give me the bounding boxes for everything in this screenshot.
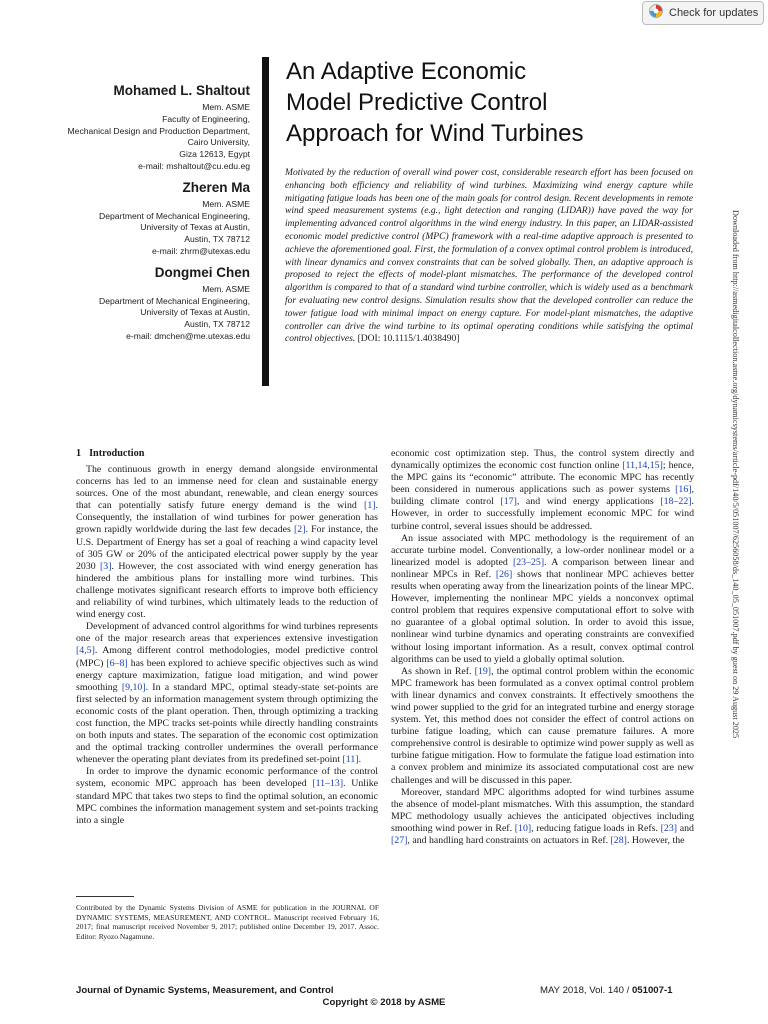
author-2 <box>40 179 250 258</box>
abstract <box>285 167 693 346</box>
title-rule <box>262 57 269 386</box>
author-membership: Mem. ASME <box>202 198 250 209</box>
download-notice: Downloaded from http://asmedigitalcollection.asme.org/dynamicsystems/article-pdf/140/5/051007/6256058/ds_140_05_051007.pdf by guest on 29 August 2025 <box>731 210 740 739</box>
check-for-updates-label: Check for updates <box>669 7 759 19</box>
body-text: . However, in order to successfully implement economic MPC for wind turbine control, several issues should be addressed. <box>391 496 694 532</box>
citation-link[interactable]: [16] <box>675 484 692 496</box>
body-text: . Consequently, the installation of wind turbines for power generation has grown rapidly worldwide during the last few decades <box>76 500 378 536</box>
body-text: An issue associated with MPC methodology is the requirement of an accurate turbine model. Conventionally, a low-order nonlinear model or a linearized model is adopted <box>391 532 694 568</box>
issue-info <box>540 985 672 996</box>
citation-link[interactable]: [11] <box>342 754 359 766</box>
citation-link[interactable]: [11–13] <box>312 778 344 790</box>
body-paragraph <box>391 666 694 787</box>
page-number: 051007-1 <box>631 985 673 996</box>
body-text: , and handling hard constraints on actuators in Ref. <box>407 835 611 846</box>
author-affiliation: Mechanical Design and Production Department, <box>67 125 250 136</box>
title-line: Approach for Wind Turbines <box>286 120 584 147</box>
body-text: . However, the cost associated with wind energy generation has hindered the ambitious plans for installing more wind turbines. This challenge motivates significant research efforts to improve both efficiency and reliability of wind turbines, which ultimately leads to the reduction of wind energy cost. <box>76 560 378 621</box>
copyright: Copyright © 2018 by ASME <box>322 997 446 1008</box>
citation-link[interactable]: [28] <box>610 835 627 846</box>
author-1 <box>40 82 250 173</box>
body-text: and <box>677 822 694 834</box>
author-address: Austin, TX 78712 <box>184 319 250 330</box>
citation-link[interactable]: [3] <box>100 560 112 572</box>
body-text: Moreover, standard MPC algorithms adopted for wind turbines assume the absence of model-plant mismatches. With this assumption, the standard MPC methodology usually achieves the anticipated objectives including smoothing wind power in Ref. <box>391 786 694 834</box>
separator: / <box>626 985 630 996</box>
issue-date: MAY 2018, Vol. 140 <box>540 985 624 996</box>
author-name: Mohamed L. Shaltout <box>113 83 250 98</box>
body-text: . In a standard MPC, optimal steady-state set-points are first selected by an information management system through optimizing the economic costs of the plant operation. Then, through optimizing a tracking cost function, the MPC tracks set-points while directly handling constraints on both inputs and states. The separation of the economic cost optimization and the optimal tracking controller undermines the overall performance whenever the operating plant deviates from its predefined set-point <box>76 681 378 766</box>
citation-link[interactable]: [27] <box>391 835 408 846</box>
body-text: In order to improve the dynamic economic performance of the control system, economic MPC approach has been developed <box>76 766 378 790</box>
body-paragraph <box>76 621 378 766</box>
author-affiliation: Faculty of Engineering, <box>162 113 250 124</box>
section-title: Introduction <box>89 448 145 459</box>
body-text: . A comparison between linear and nonlinear MPCs in Ref. <box>391 556 694 580</box>
body-text: economic cost optimization step. Thus, the control system directly and dynamically optimizes the economic cost function online <box>391 448 694 472</box>
section-heading <box>76 448 378 460</box>
body-text: . However, the <box>626 835 685 846</box>
body-text: shows that nonlinear MPC achieves better results when operating away from the linearization points of the linear MPC. However, implementing the nonlinear MPC yields a nonconvex optimal control problem that requires expensive computational effort to solve with no guarantee of a global optimal solution. In order to avoid this issue, nonlinear wind turbine dynamics and operating constraints are convexified without losing important information. As a result, convex optimal control algorithms can be used to yield a globally optimal solution. <box>391 568 694 665</box>
author-name: Dongmei Chen <box>154 264 250 280</box>
footnote: Contributed by the Dynamic Systems Division of ASME for publication in the JOURNAL OF DYNAMIC SYSTEMS, MEASUREMENT, AND CONTROL. Manuscript received February 16, 2017; final manuscript received November 9, 2017; published online December 19, 2017. Assoc. Editor: Ryozo Nagamune. <box>76 903 379 941</box>
body-text: , the optimal control problem within the economic MPC framework has been formulated as a convex optimal control problem with linear dynamics and convex constraints. It effectively smoothens the wind power supplied to the grid for an integrated turbine and energy storage system. Yet, this method does not consider the effect of control actions on turbine fatigue loading, which can cause premature failures. A more comprehensive control is desirable to optimize wind power supply as well as turbine fatigue mitigation. How to formulate the fatigue load estimation into a convex problem and minimize its associated computational cost are new challenges and will be discussed in this paper. <box>391 665 694 786</box>
citation-link[interactable]: [26] <box>495 568 513 580</box>
body-text: ; hence, the MPC gains its “economic” attribute. The economic MPC has recently been considered in numerous applications such as power systems <box>391 460 695 496</box>
journal-name: Journal of Dynamic Systems, Measurement, and Control <box>76 985 334 996</box>
check-for-updates-button[interactable] <box>642 1 764 25</box>
author-membership: Mem. ASME <box>202 102 250 112</box>
abstract-text: Motivated by the reduction of overall wind power cost, considerable research effort has been focused on enhancing both efficiency and reliability of wind turbines. Maximizing wind energy capture while mitigating fatigue loads has been one of the main goals for control design. Recent developments in remote wind speed measurement systems (e.g., light detection and ranging (LIDAR)) have paved the way for implementing advanced control algorithms in the wind energy industry. In this paper, an LIDAR-assisted economic model predictive control (MPC) framework with a real-time adaptive approach is presented to achieve the aforementioned goal. First, the formulation of a convex optimal control problem is introduced, with linear dynamics and convex constraints that can be solved globally. Then, an adaptive approach is proposed to reject the effects of model-plant mismatches. The performance of the developed control algorithm is compared to that of a standard wind turbine controller, which is widely used as a benchmark for evaluating new control designs. Simulation results show that the developed controller can reduce the tower fatigue load with minimal impact on energy capture. For model-plant mismatches, the adaptive controller can drive the wind turbine to its optimal operating conditions while satisfying the optimal control objectives. <box>285 167 693 345</box>
author-3 <box>40 264 250 343</box>
body-text: As shown in Ref. <box>401 665 475 677</box>
citation-link[interactable]: [23] <box>660 822 678 834</box>
author-email[interactable]: e-mail: dmchen@me.utexas.edu <box>126 330 250 341</box>
paper-title <box>286 56 726 149</box>
body-text: . <box>358 754 362 766</box>
citation-link[interactable]: [17] <box>500 496 517 508</box>
citation-link[interactable]: [9,10] <box>121 681 146 693</box>
body-paragraph <box>391 533 694 666</box>
crossmark-icon <box>649 4 663 23</box>
body-text: , building climate control <box>391 484 694 508</box>
body-text: The continuous growth in energy demand alongside environmental concerns has led to an immense need for clean and sustainable energy sources. One of the most abundant, renewable, and clean energy sources that can potentially satisfy future energy demand is the wind <box>76 464 378 512</box>
body-paragraph <box>76 464 378 621</box>
title-line: An Adaptive Economic <box>286 58 527 85</box>
citation-link[interactable]: [23–25] <box>512 556 545 568</box>
body-column-left <box>76 448 378 827</box>
author-affiliation: Department of Mechanical Engineering, <box>99 210 250 221</box>
author-address: Austin, TX 78712 <box>184 234 250 245</box>
body-column-right <box>391 448 694 847</box>
author-affiliation: Cairo University, <box>187 137 250 148</box>
citation-link[interactable]: [18–22] <box>660 496 692 508</box>
citation-link[interactable]: [19] <box>474 665 492 677</box>
section-number: 1 <box>76 448 82 459</box>
citation-link[interactable]: [4,5] <box>76 645 95 657</box>
body-paragraph <box>391 787 694 847</box>
body-text: , reducing fatigue loads in Refs. <box>531 822 661 834</box>
author-membership: Mem. ASME <box>202 283 250 294</box>
body-text: . Unlike standard MPC that takes two steps to find the optimal solution, an economic MPC combines the information management system and set-points tracking into a single <box>76 778 378 826</box>
body-text: , and wind energy applications <box>516 496 661 508</box>
doi[interactable]: [DOI: 10.1115/1.4038490] <box>357 333 460 345</box>
footnote-rule <box>76 896 134 897</box>
author-name: Zheren Ma <box>182 179 250 195</box>
body-text: has been explored to achieve specific objectives such as wind energy capture maximization, fatigue load mitigation, and wind power smoothing <box>76 657 378 693</box>
body-text: Development of advanced control algorithms for wind turbines represents one of the major research areas that experiences extensive investigation <box>76 621 378 645</box>
author-email[interactable]: e-mail: mshaltout@cu.edu.eg <box>138 160 250 171</box>
body-text: . For instance, the U.S. Department of Energy has set a goal of reaching a wind capacity level of 305 GW or 20% of the anticipated electrical power supply by the year 2030 <box>76 524 378 572</box>
citation-link[interactable]: [10] <box>514 822 532 834</box>
author-block <box>40 82 250 349</box>
citation-link[interactable]: [1] <box>364 500 376 512</box>
body-text: . Among different control methodologies, model predictive control (MPC) <box>76 645 378 669</box>
author-address: Giza 12613, Egypt <box>179 149 250 160</box>
author-affiliation: University of Texas at Austin, <box>140 307 250 318</box>
citation-link[interactable]: [11,14,15] <box>622 460 663 472</box>
left-body <box>76 464 378 827</box>
body-paragraph <box>391 448 694 533</box>
citation-link[interactable]: [2] <box>294 524 306 536</box>
citation-link[interactable]: [6–8] <box>106 657 128 669</box>
author-affiliation: Department of Mechanical Engineering, <box>99 295 250 306</box>
author-email[interactable]: e-mail: zhrm@utexas.edu <box>151 245 250 256</box>
author-affiliation: University of Texas at Austin, <box>140 222 250 233</box>
title-line: Model Predictive Control <box>286 89 548 116</box>
right-body <box>391 448 694 847</box>
body-paragraph <box>76 766 378 826</box>
